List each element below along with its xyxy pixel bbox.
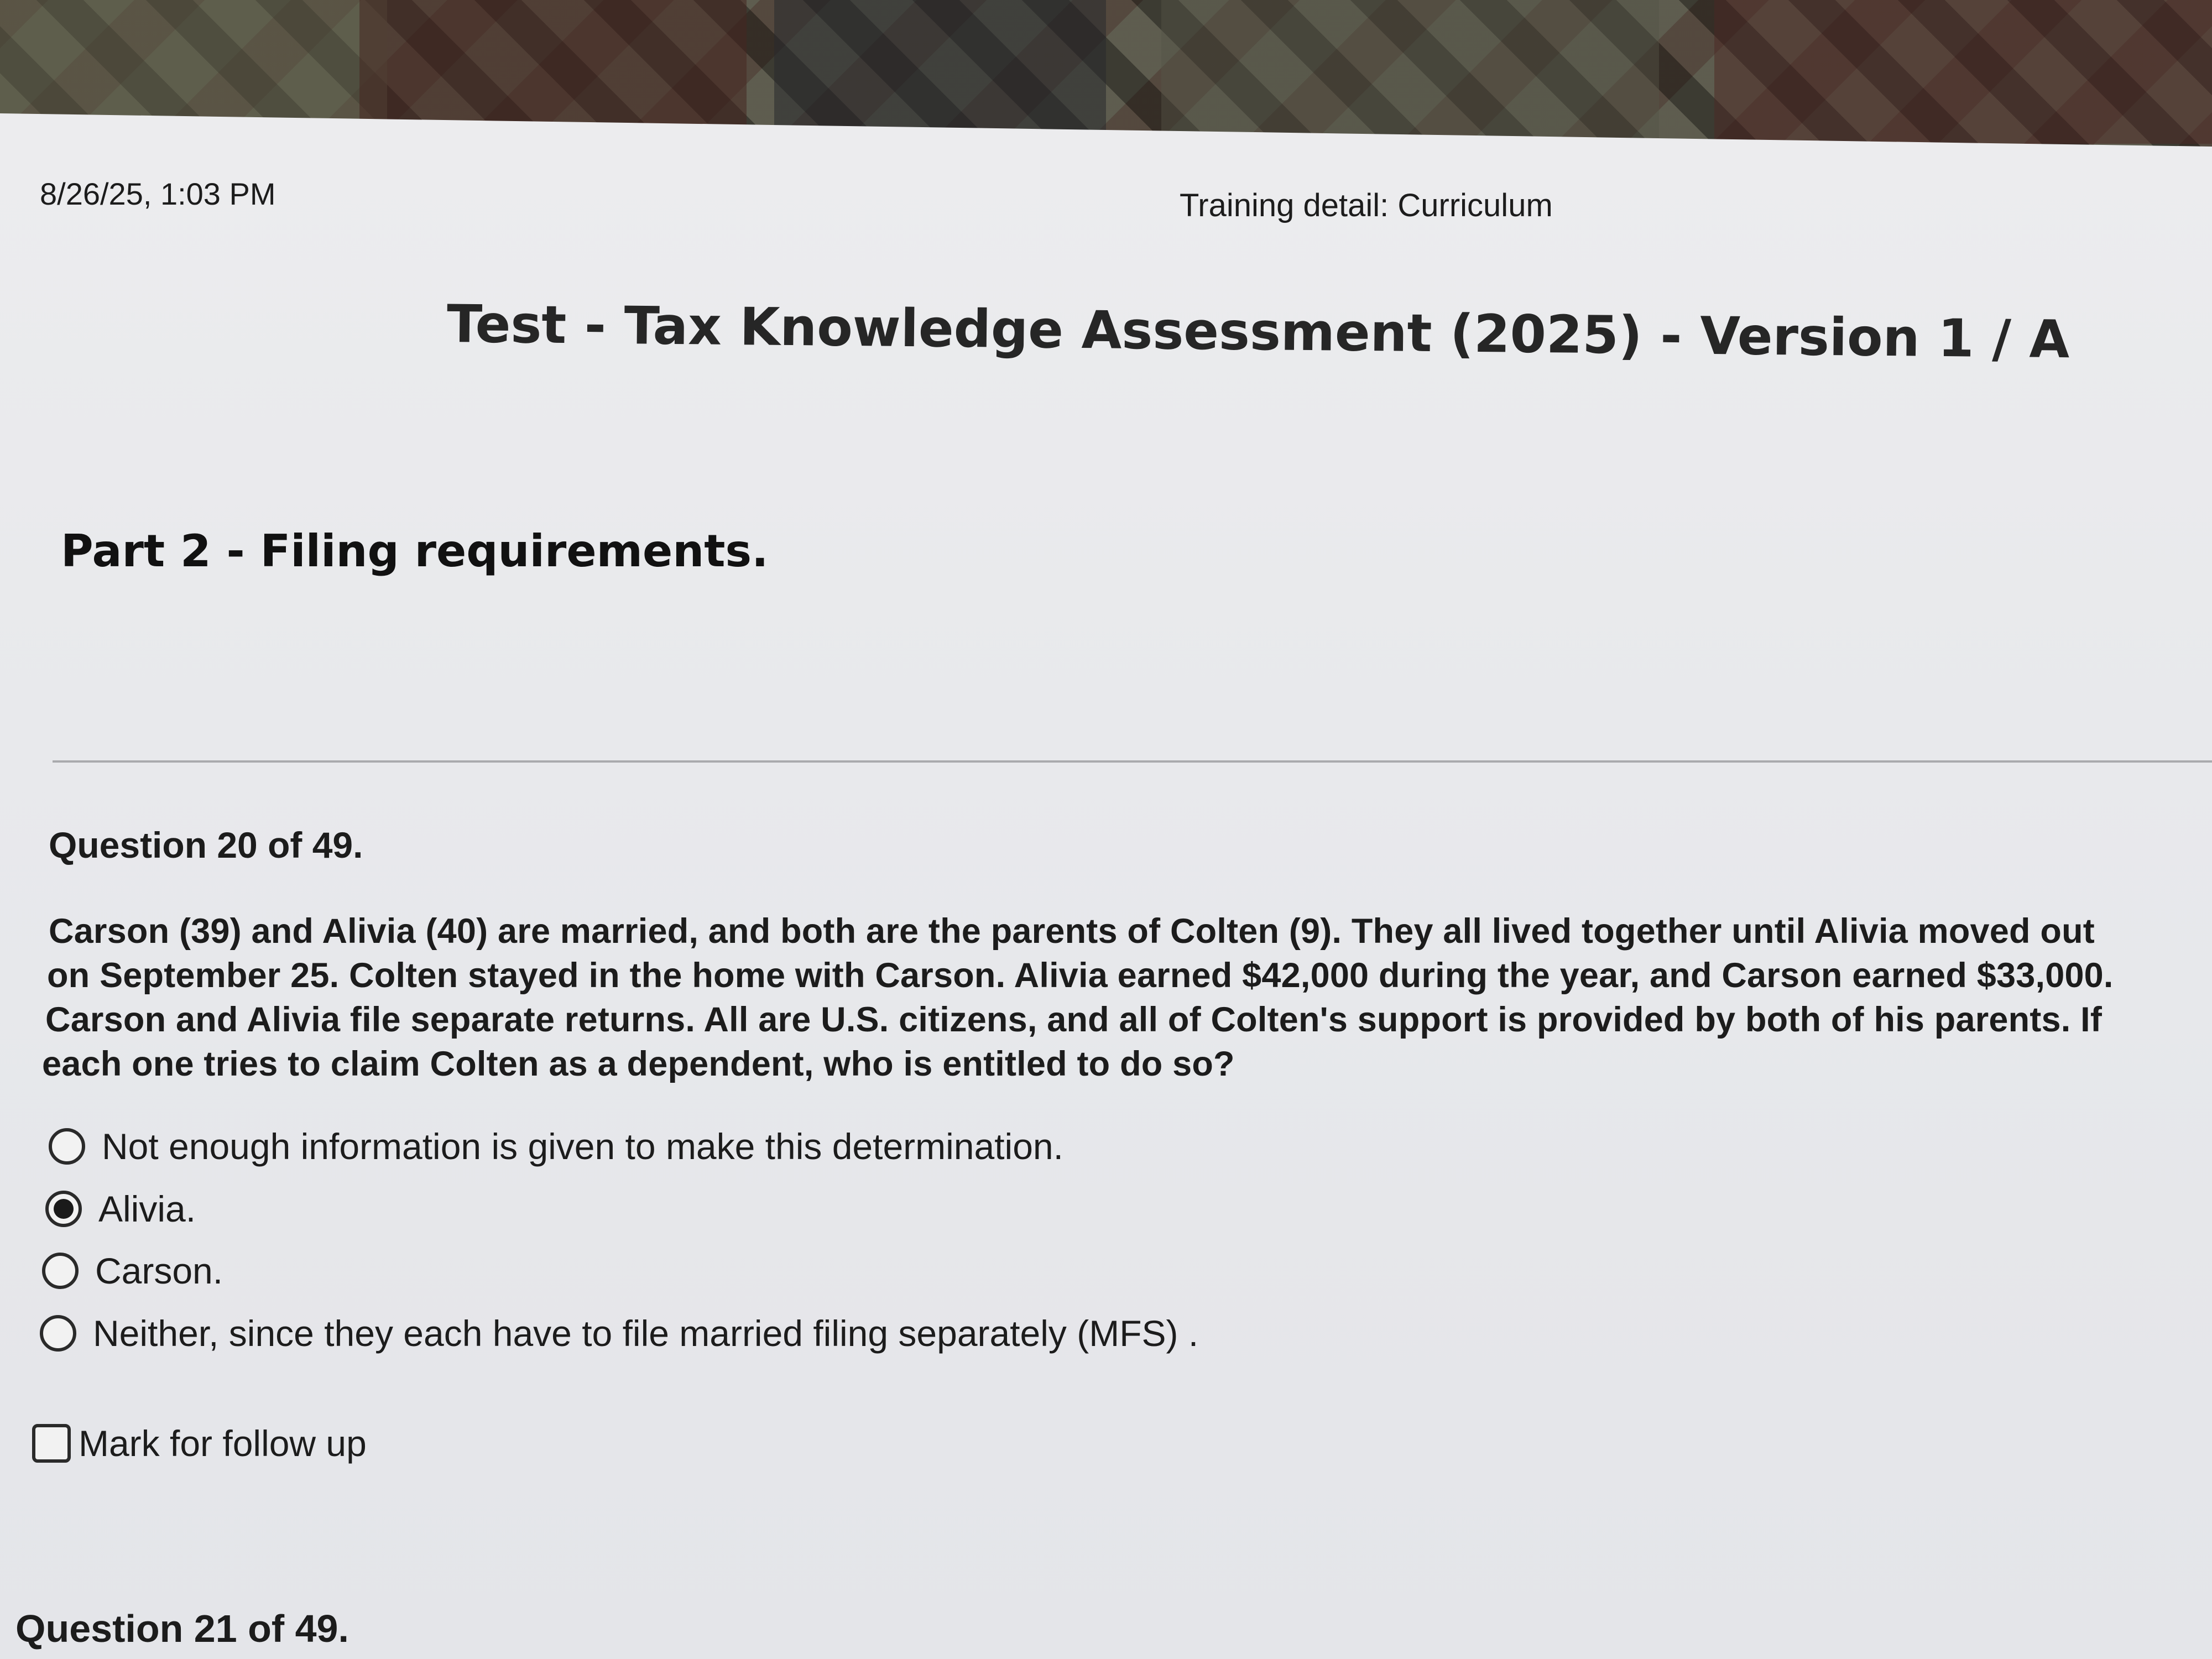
mark-for-follow-up[interactable] (32, 1422, 367, 1464)
follow-up-checkbox[interactable] (32, 1424, 71, 1463)
radio-button[interactable] (49, 1128, 85, 1165)
print-timestamp: 8/26/25, 1:03 PM (40, 176, 276, 211)
follow-up-label: Mark for follow up (79, 1423, 367, 1464)
answer-option-selected[interactable] (45, 1188, 196, 1230)
question-text-line: Carson (39) and Alivia (40) are married, and both are the parents of Colten (9). They all lived together until Alivia moved out (49, 912, 2095, 951)
question-text-line: Carson and Alivia file separate returns. All are U.S. citizens, and all of Colten's support is provided by both of his parents. If (45, 1000, 2103, 1039)
answer-option[interactable] (42, 1250, 223, 1292)
carpet-patch (1161, 0, 1659, 144)
answer-option-label: Alivia. (98, 1188, 196, 1229)
radio-dot (54, 1199, 74, 1219)
answer-option[interactable] (40, 1312, 1198, 1354)
question-text-line: on September 25. Colten stayed in the home with Carson. Alivia earned $42,000 during the year, and Carson earned $33,000. (47, 956, 2114, 995)
page-header-title: Training detail: Curriculum (1180, 187, 1553, 223)
question-text-line: each one tries to claim Colten as a dependent, who is entitled to do so? (42, 1045, 1235, 1083)
radio-button[interactable] (42, 1253, 79, 1289)
test-title: Test - Tax Knowledge Assessment (2025) - Version 1 / A (446, 294, 2070, 371)
section-heading: Part 2 - Filing requirements. (61, 525, 769, 577)
answer-option-label: Not enough information is given to make this determination. (102, 1126, 1063, 1167)
radio-button-selected[interactable] (45, 1191, 82, 1227)
question-number: Question 20 of 49. (49, 825, 363, 865)
divider (53, 760, 2212, 763)
radio-button[interactable] (40, 1315, 76, 1352)
carpet-patch (774, 0, 1106, 144)
answer-option-label: Carson. (95, 1250, 223, 1291)
carpet-patch (1714, 0, 2212, 144)
answer-option-label: Neither, since they each have to file married filing separately (MFS) . (93, 1313, 1199, 1354)
next-question-number: Question 21 of 49. (15, 1607, 349, 1650)
answer-option[interactable] (49, 1125, 1063, 1167)
